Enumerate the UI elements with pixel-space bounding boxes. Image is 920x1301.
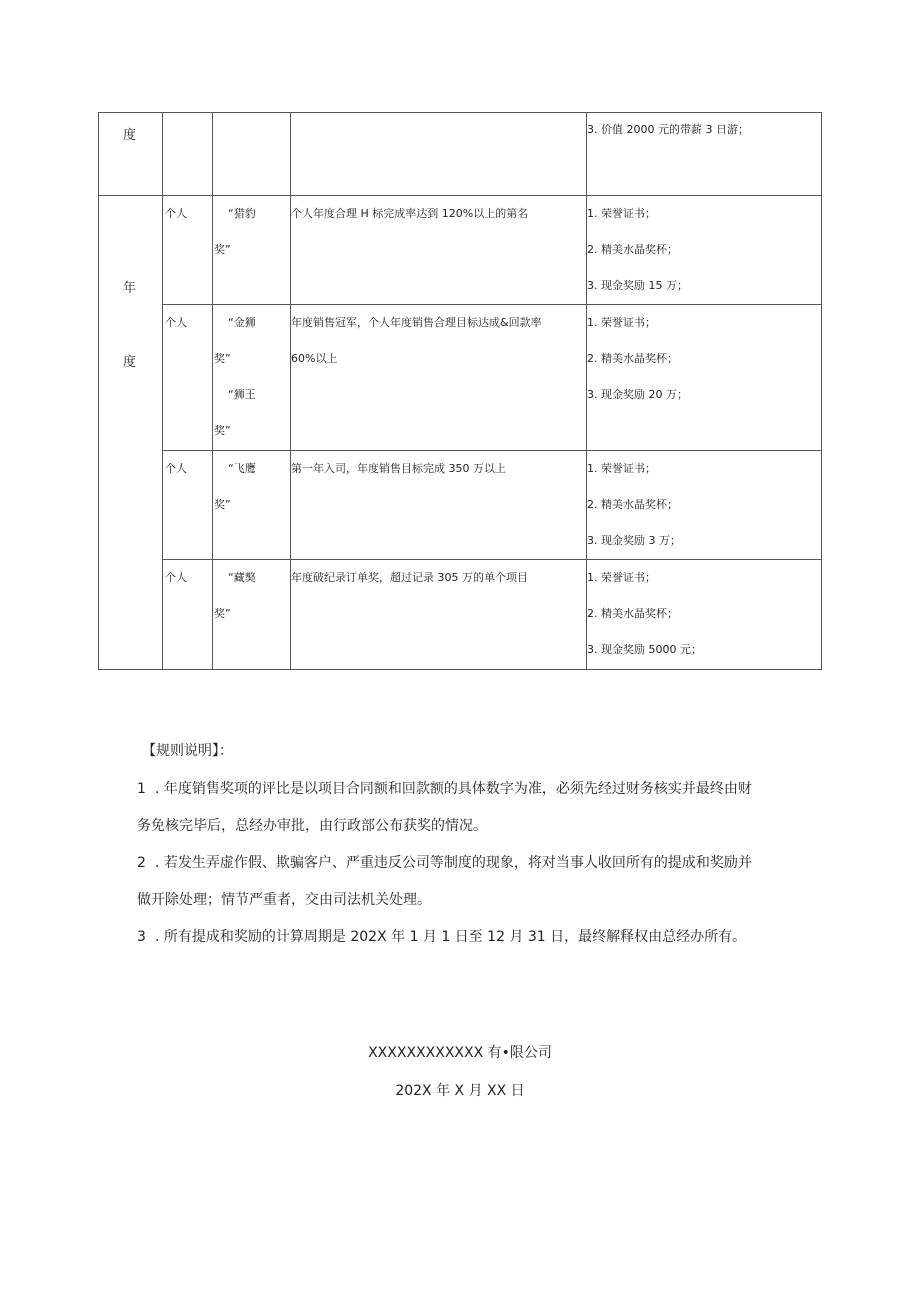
award-name: 奖” xyxy=(214,243,231,256)
reward-line: 1. 荣誉证书； xyxy=(587,462,656,475)
award-type: 个人 xyxy=(165,316,187,329)
table-column-divider xyxy=(212,112,213,670)
award-name: “猎豹 xyxy=(228,207,256,220)
reward-line: 3. 现金奖励 20 万； xyxy=(587,388,688,401)
reward-line: 1. 荣誉证书； xyxy=(587,207,656,220)
rule-text: . 所有提成和奖励的计算周期是 202X 年 1 月 1 日至 12 月 31 日，最终解释权由总经办所有。 xyxy=(155,929,747,945)
award-name: “狮王 xyxy=(228,388,256,401)
award-name: 奖” xyxy=(214,352,231,365)
rule-number: 2 xyxy=(137,855,146,871)
table-border-left xyxy=(98,112,99,670)
reward-line: 2. 精美水晶奖杯； xyxy=(587,498,678,511)
company-name: XXXXXXXXXXXX 有•限公司 xyxy=(368,1045,552,1061)
award-name: “金狮 xyxy=(228,316,256,329)
reward-line: 3. 现金奖励 3 万； xyxy=(587,534,681,547)
award-name: “飞鹰 xyxy=(228,462,256,475)
award-criteria: 第一年入司，年度销售目标完成 350 万以上 xyxy=(291,462,506,475)
reward-line: 3. 现金奖励 15 万； xyxy=(587,279,688,292)
table-border-right xyxy=(821,112,822,670)
period-cell: 度 xyxy=(123,355,137,370)
period-cell: 度 xyxy=(123,128,137,143)
award-name: 奖” xyxy=(214,607,231,620)
table-column-divider xyxy=(162,112,163,670)
rule-text: 务免核完毕后，总经办审批，由行政部公布获奖的情况。 xyxy=(137,818,487,834)
reward-line: 1. 荣誉证书； xyxy=(587,571,656,584)
reward-line: 2. 精美水晶奖杯； xyxy=(587,243,678,256)
reward-line: 2. 精美水晶奖杯； xyxy=(587,607,678,620)
award-type: 个人 xyxy=(165,207,187,220)
award-criteria: 年度破纪录订单奖，超过记录 305 万的单个项目 xyxy=(291,571,528,584)
table-border-bottom xyxy=(98,669,822,670)
rule-text: . 年度销售奖项的评比是以项目合同额和回款额的具体数字为准，必须先经过财务核实并最终由财 xyxy=(155,781,752,797)
reward-line: 3. 现金奖励 5000 元； xyxy=(587,643,702,656)
period-cell: 年 xyxy=(123,281,137,296)
reward-line: 3. 价值 2000 元的带薪 3 日游； xyxy=(587,123,749,136)
award-criteria: 个人年度合理 H 标完成率达到 120%以上的第名 xyxy=(291,207,529,220)
rules-title: 【规则说明】： xyxy=(142,743,233,759)
award-name: “藏獒 xyxy=(228,571,256,584)
rule-number: 3 xyxy=(137,929,146,945)
award-type: 个人 xyxy=(165,571,187,584)
award-name: 奖” xyxy=(214,498,231,511)
rule-text: . 若发生弄虚作假、欺骗客户、严重违反公司等制度的现象，将对当事人收回所有的提成和奖励并 xyxy=(155,855,752,871)
document-date: 202X 年 X 月 XX 日 xyxy=(395,1083,525,1099)
award-type: 个人 xyxy=(165,462,187,475)
rule-number: 1 xyxy=(137,781,146,797)
award-name: 奖” xyxy=(214,424,231,437)
award-criteria: 60%以上 xyxy=(291,352,338,365)
reward-line: 2. 精美水晶奖杯； xyxy=(587,352,678,365)
rule-text: 做开除处理；情节严重者，交由司法机关处理。 xyxy=(137,892,431,908)
award-criteria: 年度销售冠军，个人年度销售合理目标达成&回款率 xyxy=(291,316,542,329)
reward-line: 1. 荣誉证书； xyxy=(587,316,656,329)
